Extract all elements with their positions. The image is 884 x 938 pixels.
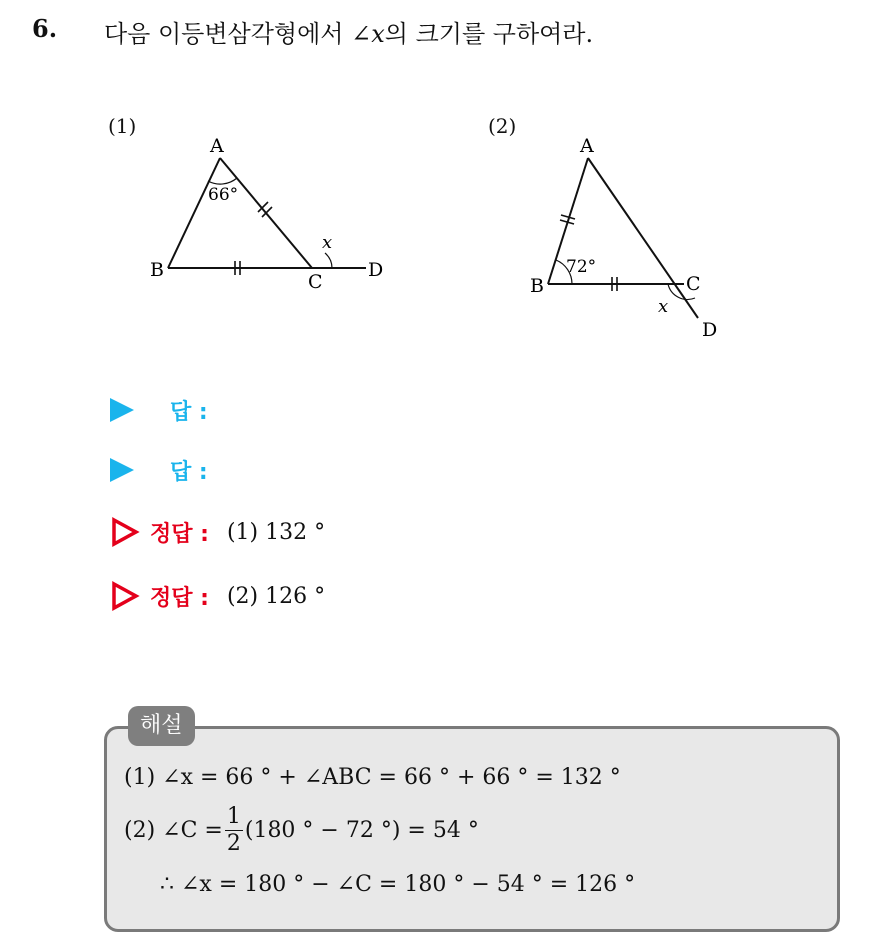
question-text-after: 의 크기를 구하여라. <box>384 20 594 48</box>
fig1-angle-a-label: 66° <box>208 185 239 205</box>
correct-answer-value-2: (2) 126 ° <box>226 583 326 609</box>
figure2-triangle <box>520 130 740 350</box>
fig2-angle-x-label: x <box>658 296 669 317</box>
fig2-side-ad <box>588 158 698 318</box>
correct-answer-value-1: (1) 132 ° <box>226 519 326 545</box>
answer-label-2: 답 : <box>170 459 208 485</box>
fig2-point-d: D <box>702 319 718 341</box>
correct-answer-label-1: 정답 : <box>150 521 209 547</box>
answer-row-1 <box>110 393 208 427</box>
fraction-denominator: 2 <box>226 831 241 856</box>
fig1-point-d: D <box>368 259 384 281</box>
figure1-triangle <box>140 130 400 290</box>
question-number: 6. <box>32 14 58 43</box>
fig1-angle-x-arc <box>325 253 332 268</box>
solution-line-2-suffix: (180 ° − 72 °) = 54 ° <box>244 818 479 843</box>
fraction-one-half <box>225 806 243 855</box>
correct-answer-row-1 <box>110 515 325 549</box>
fig1-angle-a-arc <box>208 178 237 184</box>
fig2-vertex-b: B <box>530 275 544 297</box>
fig1-side-ab <box>168 158 220 268</box>
play-arrow-icon <box>110 458 134 482</box>
correct-answer-row-2 <box>110 579 325 613</box>
question-text <box>104 14 593 49</box>
fraction-numerator: 1 <box>226 804 241 829</box>
figure1-label: (1) <box>108 114 137 138</box>
solution-line-2-prefix: (2) ∠C = <box>124 818 223 843</box>
fig1-angle-x-label: x <box>322 232 333 253</box>
fig1-vertex-a: A <box>210 135 224 157</box>
outline-triangle-icon <box>110 517 140 547</box>
solution-line-3: ∴ ∠x = 180 ° − ∠C = 180 ° − 54 ° = 126 ° <box>160 872 636 897</box>
solution-line-1: (1) ∠x = 66 ° + ∠ABC = 66 ° + 66 ° = 132 ° <box>124 765 621 790</box>
question-text-before: 다음 이등변삼각형에서 ∠ <box>104 20 372 48</box>
answer-row-2 <box>110 453 208 487</box>
fig2-angle-b-label: 72° <box>566 257 597 277</box>
figure2-label: (2) <box>488 114 517 138</box>
correct-answer-label-2: 정답 : <box>150 585 209 611</box>
fig1-vertex-b: B <box>150 259 164 281</box>
fig1-vertex-c: C <box>308 271 323 290</box>
solution-tab: 해설 <box>128 706 195 746</box>
question-variable: x <box>371 20 385 48</box>
solution-line-2 <box>124 806 479 855</box>
outline-triangle-icon <box>110 581 140 611</box>
fig2-vertex-c: C <box>686 273 701 295</box>
fig2-vertex-a: A <box>580 135 594 157</box>
play-arrow-icon <box>110 398 134 422</box>
answer-label-1: 답 : <box>170 399 208 425</box>
